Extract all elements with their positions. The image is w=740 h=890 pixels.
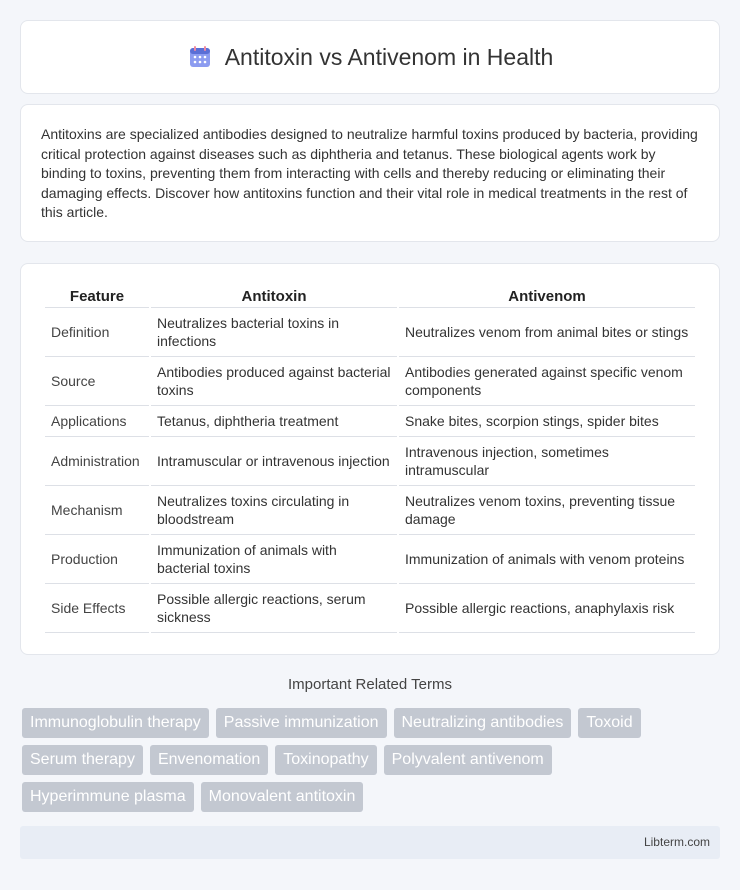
term-tag[interactable]: Monovalent antitoxin [201,782,364,812]
term-tag[interactable]: Polyvalent antivenom [384,745,552,775]
header-feature: Feature [45,284,149,308]
comparison-card [20,263,720,655]
table-row [45,437,695,486]
intro-paragraph: Antitoxins are specialized antibodies designed to neutralize harmful toxins produced by bacteria, providing critical protection against diseases such as diphtheria and tetanus. These biological agents work by binding to toxins, preventing them from interacting with cells and thereby reducing or eliminating their damaging effects. Discover how antitoxins function and their vital role in medical treatments in the rest of this article. [41,126,698,220]
row-feature: Definition [45,308,149,357]
row-antitoxin: Possible allergic reactions, serum sickness [151,584,397,633]
row-antitoxin: Tetanus, diphtheria treatment [151,406,397,437]
row-antivenom: Neutralizes venom toxins, preventing tissue damage [399,486,695,535]
related-terms-list [22,708,722,812]
term-tag[interactable]: Envenomation [150,745,268,775]
table-row [45,584,695,633]
row-antitoxin: Neutralizes bacterial toxins in infections [151,308,397,357]
row-antivenom: Snake bites, scorpion stings, spider bites [399,406,695,437]
row-feature: Mechanism [45,486,149,535]
table-header-row [45,284,695,308]
row-antivenom: Antibodies generated against specific venom components [399,357,695,406]
footer [20,826,720,859]
table-row [45,486,695,535]
row-feature: Production [45,535,149,584]
footer-brand-link[interactable]: Libterm.com [643,835,710,849]
intro-card [20,104,720,242]
term-tag[interactable]: Toxinopathy [275,745,376,775]
term-tag[interactable]: Immunoglobulin therapy [22,708,209,738]
row-antitoxin: Antibodies produced against bacterial toxins [151,357,397,406]
row-feature: Source [45,357,149,406]
comparison-table [43,284,697,633]
row-antivenom: Intravenous injection, sometimes intramuscular [399,437,695,486]
related-terms-heading: Important Related Terms [288,676,452,693]
row-antivenom: Immunization of animals with venom proteins [399,535,695,584]
page-title: Antitoxin vs Antivenom in Health [224,43,554,70]
row-antitoxin: Intramuscular or intravenous injection [151,437,397,486]
term-tag[interactable]: Hyperimmune plasma [22,782,194,812]
header-antitoxin: Antitoxin [151,284,397,308]
title-card [20,20,720,94]
table-row [45,406,695,437]
row-feature: Side Effects [45,584,149,633]
row-feature: Applications [45,406,149,437]
table-row [45,535,695,584]
row-antivenom: Neutralizes venom from animal bites or stings [399,308,695,357]
table-row [45,308,695,357]
term-tag[interactable]: Toxoid [578,708,640,738]
header-antivenom: Antivenom [399,284,695,308]
term-tag[interactable]: Serum therapy [22,745,143,775]
row-antitoxin: Immunization of animals with bacterial toxins [151,535,397,584]
term-tag[interactable]: Neutralizing antibodies [394,708,572,738]
row-antivenom: Possible allergic reactions, anaphylaxis risk [399,584,695,633]
row-antitoxin: Neutralizes toxins circulating in bloodstream [151,486,397,535]
row-feature: Administration [45,437,149,486]
table-row [45,357,695,406]
calendar-grid-icon [187,44,213,70]
term-tag[interactable]: Passive immunization [216,708,387,738]
